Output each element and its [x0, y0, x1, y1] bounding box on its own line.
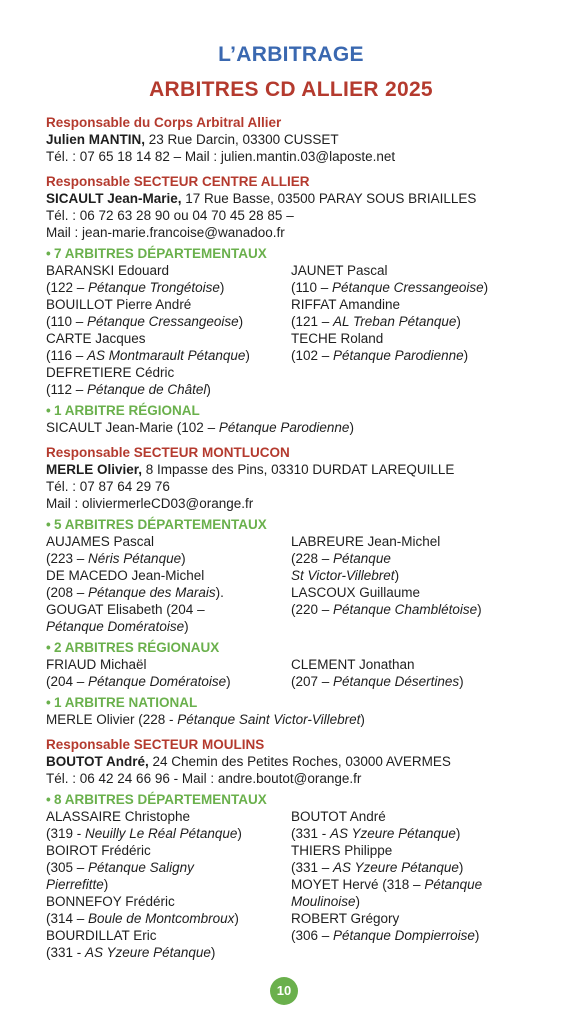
referee-name: DEFRETIERE Cédric — [46, 365, 175, 380]
bullet-icon: • — [46, 403, 51, 418]
referee-column-right — [291, 262, 536, 398]
referee-club: (208 – Pétanque des Marais). — [46, 585, 224, 600]
referee-club: (220 – Pétanque Chamblétoise) — [291, 602, 482, 617]
referee-club: Moulinoise) — [291, 894, 361, 909]
referee-club: (112 – Pétanque de Châtel) — [46, 382, 211, 397]
referee-club: (110 – Pétanque Cressangeoise) — [46, 314, 244, 329]
referee-club: (306 – Pétanque Dompierroise) — [291, 928, 480, 943]
referee-club: (116 – AS Montmarault Pétanque) — [46, 348, 250, 363]
subsection-heading: • 2 ARBITRES RÉGIONAUX — [46, 640, 220, 655]
page-number-badge: 10 — [270, 977, 298, 1005]
subsection-heading: • 5 ARBITRES DÉPARTEMENTAUX — [46, 517, 267, 532]
referee-column-left — [46, 656, 291, 690]
referee-name: BOUILLOT Pierre André — [46, 297, 192, 312]
referee-name: JAUNET Pascal — [291, 263, 388, 278]
section-heading: Responsable SECTEUR MONTLUCON — [46, 445, 290, 460]
contact-phone: Tél. : 06 72 63 28 90 ou 04 70 45 28 85 – — [46, 208, 294, 223]
contact-details: Tél. : 06 42 24 66 96 - Mail : andre.boutot@orange.fr — [46, 771, 362, 786]
referee-name: ROBERT Grégory — [291, 911, 400, 926]
bullet-icon: • — [46, 246, 51, 261]
referee-column-left — [46, 808, 291, 961]
referee-name: RIFFAT Amandine — [291, 297, 401, 312]
contact-mail: Mail : jean-marie.francoise@wanadoo.fr — [46, 225, 285, 240]
referee-name: MOYET Hervé (318 – Pétanque — [291, 877, 483, 892]
referee-name: BARANSKI Edouard — [46, 263, 170, 278]
subsection-heading: • 8 ARBITRES DÉPARTEMENTAUX — [46, 792, 267, 807]
section-montlucon — [46, 444, 536, 728]
contact-address: MERLE Olivier, 8 Impasse des Pins, 03310 DURDAT LAREQUILLE — [46, 462, 455, 477]
contact-details: Tél. : 07 65 18 14 82 – Mail : julien.mantin.03@laposte.net — [46, 149, 396, 164]
referee-name: LASCOUX Guillaume — [291, 585, 421, 600]
referee-club: (102 – Pétanque Parodienne) — [291, 348, 469, 363]
contact-phone: Tél. : 07 87 64 29 76 — [46, 479, 170, 494]
section-heading: Responsable SECTEUR MOULINS — [46, 737, 265, 752]
referee-columns — [46, 262, 536, 398]
referee-name: TECHE Roland — [291, 331, 384, 346]
referee-club: (228 – Pétanque — [291, 551, 391, 566]
bullet-icon: • — [46, 792, 51, 807]
referee-name: CARTE Jacques — [46, 331, 146, 346]
contact-address: Julien MANTIN, 23 Rue Darcin, 03300 CUSSET — [46, 132, 339, 147]
referee-columns — [46, 656, 536, 690]
referee-column-right — [291, 656, 536, 690]
referee-club: (223 – Néris Pétanque) — [46, 551, 186, 566]
bullet-icon: • — [46, 640, 51, 655]
bullet-icon: • — [46, 695, 51, 710]
subsection-heading: • 7 ARBITRES DÉPARTEMENTAUX — [46, 246, 267, 261]
page-content — [46, 40, 536, 961]
contact-address: BOUTOT André, 24 Chemin des Petites Roches, 03000 AVERMES — [46, 754, 451, 769]
referee-club: (121 – AL Treban Pétanque) — [291, 314, 461, 329]
section-heading: Responsable du Corps Arbitral Allier — [46, 115, 282, 130]
referee-club: Pétanque Domératoise) — [46, 619, 189, 634]
referee-columns — [46, 808, 536, 961]
referee-name: BOURDILLAT Eric — [46, 928, 157, 943]
referee-club: Pierrefitte) — [46, 877, 109, 892]
referee-name: BONNEFOY Frédéric — [46, 894, 175, 909]
referee-club: (305 – Pétanque Saligny — [46, 860, 194, 875]
referee-club: (122 – Pétanque Trongétoise) — [46, 280, 225, 295]
referee-club: (319 - Neuilly Le Réal Pétanque) — [46, 826, 242, 841]
referee-club: (331 – AS Yzeure Pétanque) — [291, 860, 464, 875]
section-moulins — [46, 736, 536, 961]
subsection-heading: • 1 ARBITRE NATIONAL — [46, 695, 198, 710]
referee-name: BOUTOT André — [291, 809, 386, 824]
referee-name: CLEMENT Jonathan — [291, 657, 415, 672]
referee-name: BOIROT Frédéric — [46, 843, 151, 858]
referee-column-left — [46, 533, 291, 635]
referee-entry: SICAULT Jean-Marie (102 – Pétanque Parodienne) — [46, 420, 354, 435]
bullet-icon: • — [46, 517, 51, 532]
referee-columns — [46, 533, 536, 635]
referee-club: (204 – Pétanque Domératoise) — [46, 674, 231, 689]
page-subtitle: ARBITRES CD ALLIER 2025 — [149, 78, 433, 101]
subsection-heading: • 1 ARBITRE RÉGIONAL — [46, 403, 200, 418]
contact-address: SICAULT Jean-Marie, 17 Rue Basse, 03500 PARAY SOUS BRIAILLES — [46, 191, 477, 206]
referee-club: (331 - AS Yzeure Pétanque) — [291, 826, 461, 841]
referee-name: GOUGAT Elisabeth (204 – — [46, 602, 205, 617]
referee-name: DE MACEDO Jean-Michel — [46, 568, 205, 583]
section-centre-allier — [46, 173, 536, 436]
referee-name: LABREURE Jean-Michel — [291, 534, 441, 549]
referee-name: ALASSAIRE Christophe — [46, 809, 191, 824]
referee-column-left — [46, 262, 291, 398]
referee-name: AUJAMES Pascal — [46, 534, 155, 549]
referee-club: St Victor-Villebret) — [291, 568, 400, 583]
referee-name: THIERS Philippe — [291, 843, 393, 858]
section-corps-arbitral — [46, 114, 536, 165]
referee-entry: MERLE Olivier (228 - Pétanque Saint Victor-Villebret) — [46, 712, 365, 727]
referee-club: (314 – Boule de Montcombroux) — [46, 911, 239, 926]
referee-name: FRIAUD Michaël — [46, 657, 147, 672]
section-heading: Responsable SECTEUR CENTRE ALLIER — [46, 174, 310, 189]
referee-column-right — [291, 808, 536, 961]
page-title: L’ARBITRAGE — [218, 43, 364, 66]
referee-club: (331 - AS Yzeure Pétanque) — [46, 945, 216, 960]
referee-club: (110 – Pétanque Cressangeoise) — [291, 280, 489, 295]
referee-club: (207 – Pétanque Désertines) — [291, 674, 464, 689]
contact-mail: Mail : oliviermerleCD03@orange.fr — [46, 496, 254, 511]
referee-column-right — [291, 533, 536, 635]
